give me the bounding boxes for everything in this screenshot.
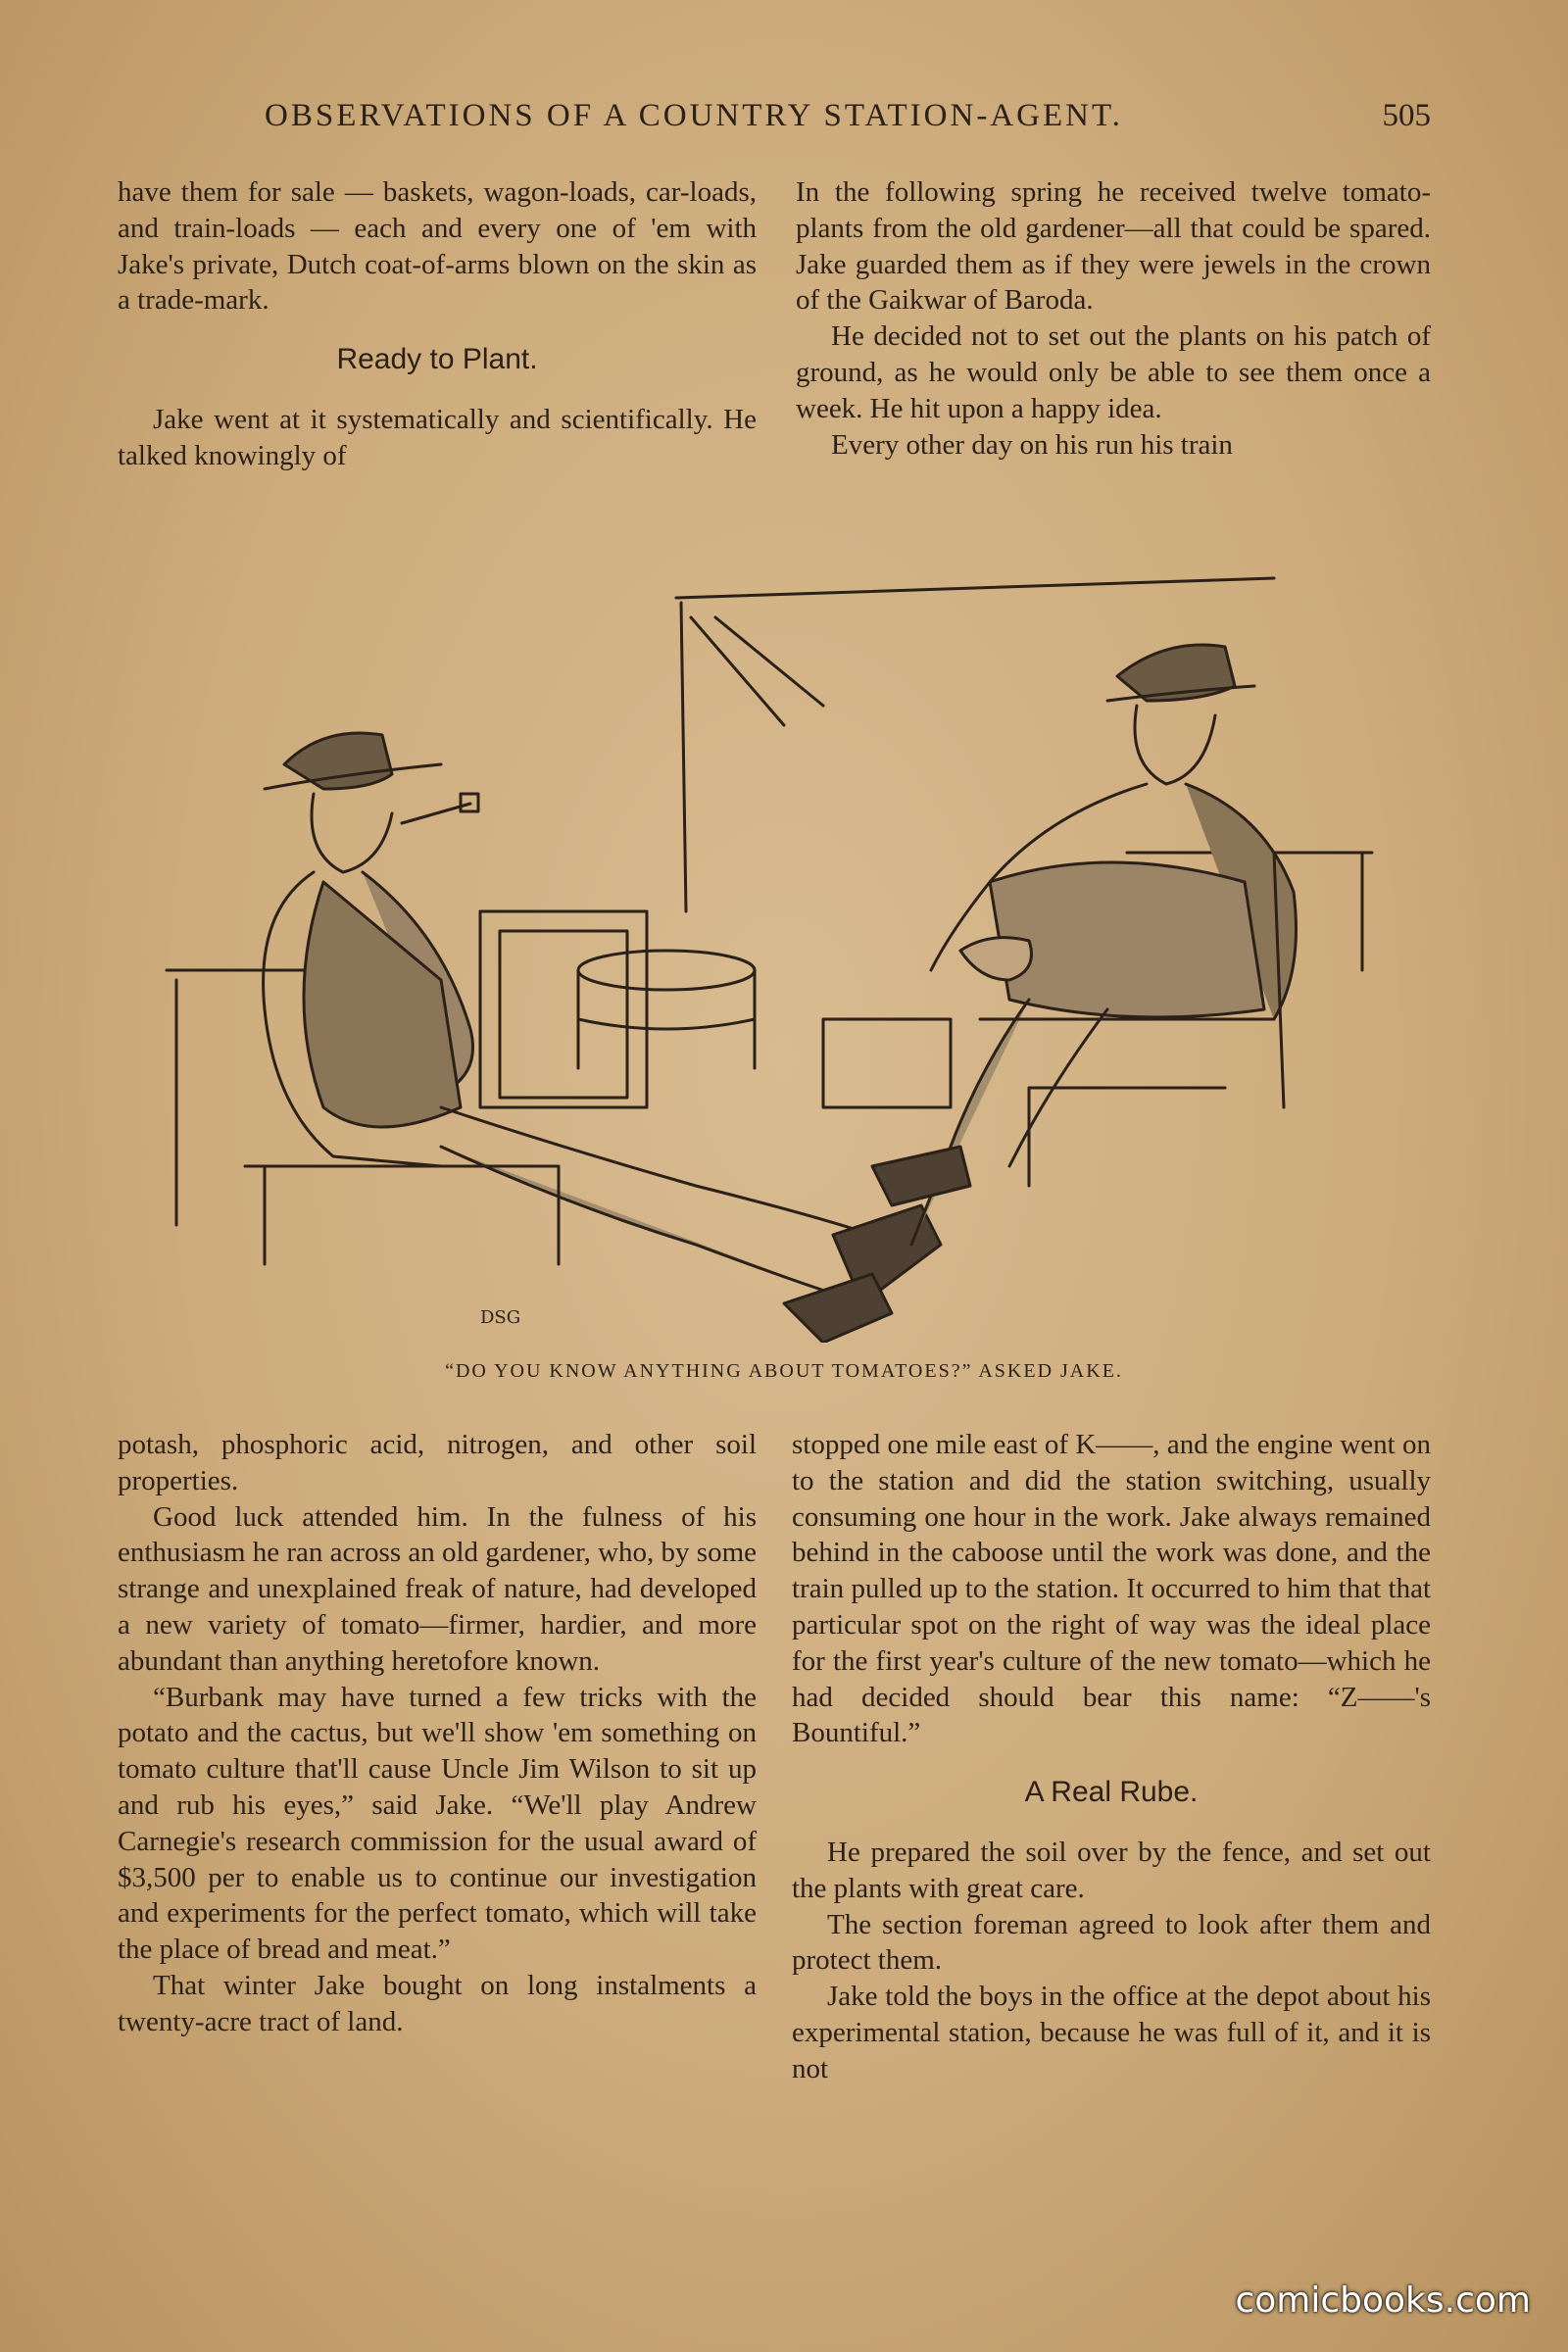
section-heading: A Real Rube. (1024, 1776, 1199, 1809)
paragraph: Good luck attended him. In the fulness of his enthusiasm he ran across an old gardener, who, by some strange and unexplained freak of nature, had developed a new variety of tomato—firmer, hardier, and more abundant than anything heretofore known. (118, 1500, 757, 1677)
text-column-bottom-left (118, 1427, 757, 2040)
paragraph: “Burbank may have turned a few tricks with the potato and the cactus, but we'll show 'em something on tomato culture that'll cause Uncle Jim Wilson to sit up and rub his eyes,” said Jake. “We'll play Andrew Carnegie's research commission for the usual award of $3,500 per to enable us to continue our investigation and experiments for the perfect tomato, which will take the place of bread and meat.” (118, 1681, 757, 1966)
section-heading: Ready to Plant. (336, 343, 538, 376)
paragraph: The section foreman agreed to look after them and protect them. (792, 1908, 1431, 1977)
illustration-two-men-seated (147, 559, 1421, 1343)
text-column-top-right (796, 174, 1431, 463)
paragraph: Every other day on his run his train (831, 428, 1233, 461)
paragraph: have them for sale — baskets, wagon-loads, car-loads, and train-loads — each and every one of 'em with Jake's private, Dutch coat-of-arms blown on the skin as a trade-mark. (118, 176, 757, 317)
paragraph: He decided not to set out the plants on his patch of ground, as he would only be able to see them once a week. He hit upon a happy idea. (796, 320, 1431, 424)
paragraph: Jake went at it systematically and scientifically. He talked knowingly of (118, 403, 757, 471)
text-column-top-left (118, 174, 757, 474)
running-title: OBSERVATIONS OF A COUNTRY STATION-AGENT. (265, 98, 1123, 133)
running-header (118, 98, 1431, 149)
artist-signature: DSG (480, 1307, 521, 1328)
paragraph: That winter Jake bought on long instalments a twenty-acre tract of land. (118, 1969, 757, 2037)
text-column-bottom-right (792, 1427, 1431, 2087)
paragraph: He prepared the soil over by the fence, and set out the plants with great care. (792, 1836, 1431, 1904)
page-number: 505 (1382, 98, 1431, 133)
paragraph: potash, phosphoric acid, nitrogen, and other soil properties. (118, 1429, 757, 1496)
site-watermark: comicbooks.com (1235, 2280, 1531, 2321)
illustration-caption: “DO YOU KNOW ANYTHING ABOUT TOMATOES?” ASKED JAKE. (445, 1360, 1123, 1382)
paragraph: In the following spring he received twelve tomato-plants from the old gardener—all that could be spared. Jake guarded them as if they were jewels in the crown of the Gaikwar of Baroda. (796, 176, 1431, 317)
paragraph: stopped one mile east of K——, and the engine went on to the station and did the station switching, usually consuming one hour in the work. Jake always remained behind in the caboose until the work was done, and the train pulled up to the station. It occurred to him that that particular spot on the right of way was the ideal place for the first year's culture of the new tomato—which he had decided should bear this name: “Z——'s Bountiful.” (792, 1429, 1431, 1749)
paragraph: Jake told the boys in the office at the depot about his experimental station, because he was full of it, and it is not (792, 1981, 1431, 2084)
